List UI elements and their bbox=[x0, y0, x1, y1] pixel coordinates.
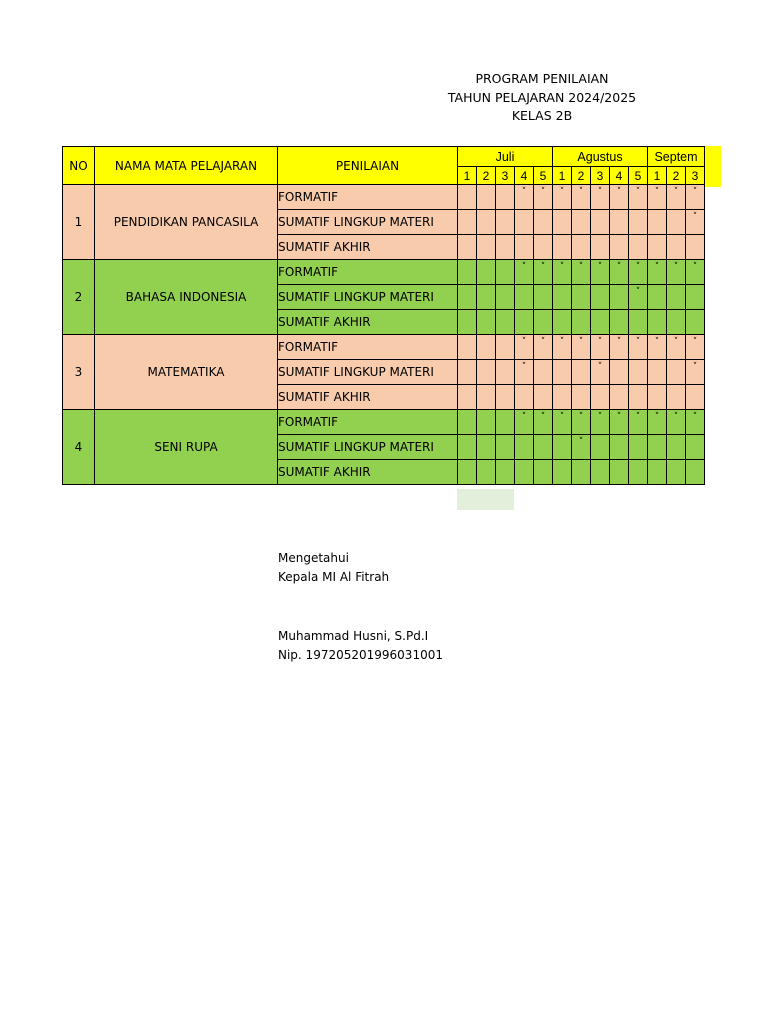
week-cell bbox=[572, 385, 591, 410]
week-cell bbox=[686, 310, 705, 335]
week-cell bbox=[534, 360, 553, 385]
week-cell bbox=[458, 335, 477, 360]
week-cell bbox=[534, 460, 553, 485]
week-cell bbox=[629, 235, 648, 260]
table-row bbox=[63, 260, 705, 285]
subject-name: BAHASA INDONESIA bbox=[95, 260, 278, 335]
week-cell bbox=[477, 310, 496, 335]
header-week: 3 bbox=[686, 167, 705, 185]
week-cell bbox=[610, 235, 629, 260]
week-cell: ˅ bbox=[686, 185, 705, 210]
week-cell bbox=[515, 435, 534, 460]
week-cell: ˅ bbox=[572, 260, 591, 285]
week-cell: ˅ bbox=[515, 410, 534, 435]
week-cell bbox=[648, 235, 667, 260]
week-cell: ˅ bbox=[572, 185, 591, 210]
header-week: 2 bbox=[667, 167, 686, 185]
week-cell bbox=[591, 310, 610, 335]
selected-cells-highlight bbox=[457, 489, 514, 510]
week-cell bbox=[496, 185, 515, 210]
week-cell bbox=[648, 385, 667, 410]
week-cell: ˅ bbox=[534, 260, 553, 285]
header-week: 1 bbox=[553, 167, 572, 185]
week-cell bbox=[610, 285, 629, 310]
header-subject: NAMA MATA PELAJARAN bbox=[95, 147, 278, 185]
title-line-1: PROGRAM PENILAIAN bbox=[475, 71, 609, 86]
week-cell bbox=[667, 310, 686, 335]
week-cell bbox=[477, 210, 496, 235]
assessment-type: SUMATIF AKHIR bbox=[278, 310, 458, 335]
week-cell: ˅ bbox=[648, 260, 667, 285]
assessment-type: SUMATIF AKHIR bbox=[278, 235, 458, 260]
header-week: 3 bbox=[496, 167, 515, 185]
week-cell bbox=[648, 435, 667, 460]
header-week: 2 bbox=[572, 167, 591, 185]
assessment-type: FORMATIF bbox=[278, 410, 458, 435]
week-cell bbox=[553, 435, 572, 460]
week-cell bbox=[458, 285, 477, 310]
signature-block bbox=[278, 549, 443, 665]
week-cell bbox=[553, 210, 572, 235]
week-cell: ˅ bbox=[667, 185, 686, 210]
week-cell bbox=[591, 285, 610, 310]
week-cell bbox=[572, 310, 591, 335]
week-cell bbox=[496, 385, 515, 410]
week-cell bbox=[458, 235, 477, 260]
week-cell bbox=[686, 385, 705, 410]
week-cell: ˅ bbox=[553, 335, 572, 360]
week-cell bbox=[477, 260, 496, 285]
week-cell: ˅ bbox=[686, 410, 705, 435]
week-cell: ˅ bbox=[553, 260, 572, 285]
week-cell: ˅ bbox=[667, 260, 686, 285]
week-cell bbox=[686, 435, 705, 460]
week-cell bbox=[591, 210, 610, 235]
header-week: 3 bbox=[591, 167, 610, 185]
header-week: 2 bbox=[477, 167, 496, 185]
week-cell: ˅ bbox=[591, 360, 610, 385]
header-week: 5 bbox=[629, 167, 648, 185]
week-cell bbox=[591, 435, 610, 460]
acknowledge-text: Mengetahui bbox=[278, 551, 349, 565]
week-cell bbox=[515, 285, 534, 310]
week-cell: ˅ bbox=[629, 185, 648, 210]
week-cell bbox=[477, 460, 496, 485]
assessment-type: FORMATIF bbox=[278, 335, 458, 360]
week-cell bbox=[458, 210, 477, 235]
week-cell bbox=[534, 285, 553, 310]
week-cell bbox=[534, 435, 553, 460]
week-cell bbox=[477, 285, 496, 310]
week-cell bbox=[572, 360, 591, 385]
week-cell: ˅ bbox=[534, 335, 553, 360]
week-cell bbox=[610, 385, 629, 410]
week-cell bbox=[496, 360, 515, 385]
row-number: 4 bbox=[63, 410, 95, 485]
week-cell bbox=[572, 210, 591, 235]
week-cell bbox=[667, 385, 686, 410]
week-cell: ˅ bbox=[629, 260, 648, 285]
header-no: NO bbox=[63, 147, 95, 185]
week-cell bbox=[610, 360, 629, 385]
week-cell: ˅ bbox=[648, 335, 667, 360]
assessment-type: SUMATIF AKHIR bbox=[278, 385, 458, 410]
assessment-type: FORMATIF bbox=[278, 185, 458, 210]
week-cell bbox=[610, 310, 629, 335]
week-cell bbox=[458, 310, 477, 335]
row-number: 3 bbox=[63, 335, 95, 410]
week-cell: ˅ bbox=[629, 410, 648, 435]
week-cell: ˅ bbox=[515, 185, 534, 210]
week-cell bbox=[458, 385, 477, 410]
week-cell bbox=[458, 460, 477, 485]
assessment-type: SUMATIF LINGKUP MATERI bbox=[278, 360, 458, 385]
week-cell bbox=[591, 460, 610, 485]
week-cell bbox=[667, 285, 686, 310]
week-cell: ˅ bbox=[515, 360, 534, 385]
week-cell bbox=[610, 435, 629, 460]
week-cell bbox=[572, 235, 591, 260]
subject-name: PENDIDIKAN PANCASILA bbox=[95, 185, 278, 260]
week-cell bbox=[553, 285, 572, 310]
week-cell: ˅ bbox=[648, 185, 667, 210]
week-cell: ˅ bbox=[629, 335, 648, 360]
week-cell bbox=[686, 285, 705, 310]
signer-name: Muhammad Husni, S.Pd.I bbox=[278, 629, 429, 643]
week-cell: ˅ bbox=[515, 335, 534, 360]
week-cell bbox=[629, 310, 648, 335]
week-cell bbox=[553, 385, 572, 410]
week-cell: ˅ bbox=[534, 185, 553, 210]
week-cell: ˅ bbox=[686, 335, 705, 360]
week-cell: ˅ bbox=[686, 260, 705, 285]
week-cell bbox=[686, 460, 705, 485]
week-cell bbox=[648, 460, 667, 485]
week-cell: ˅ bbox=[610, 335, 629, 360]
week-cell bbox=[648, 310, 667, 335]
assessment-type: SUMATIF LINGKUP MATERI bbox=[278, 210, 458, 235]
week-cell: ˅ bbox=[686, 210, 705, 235]
week-cell: ˅ bbox=[515, 260, 534, 285]
signer-nip: Nip. 197205201996031001 bbox=[278, 648, 443, 662]
week-cell bbox=[629, 385, 648, 410]
week-cell bbox=[686, 235, 705, 260]
week-cell: ˅ bbox=[591, 185, 610, 210]
week-cell bbox=[496, 435, 515, 460]
week-cell bbox=[629, 360, 648, 385]
week-cell bbox=[458, 185, 477, 210]
week-cell bbox=[553, 235, 572, 260]
week-cell: ˅ bbox=[610, 410, 629, 435]
week-cell bbox=[515, 235, 534, 260]
week-cell bbox=[534, 210, 553, 235]
week-cell bbox=[667, 435, 686, 460]
week-cell bbox=[648, 210, 667, 235]
subject-name: SENI RUPA bbox=[95, 410, 278, 485]
week-cell: ˅ bbox=[572, 410, 591, 435]
week-cell bbox=[534, 385, 553, 410]
week-cell bbox=[496, 335, 515, 360]
header-assessment: PENILAIAN bbox=[278, 147, 458, 185]
week-cell: ˅ bbox=[572, 335, 591, 360]
week-cell bbox=[496, 410, 515, 435]
week-cell bbox=[667, 460, 686, 485]
assessment-type: SUMATIF AKHIR bbox=[278, 460, 458, 485]
week-cell bbox=[477, 335, 496, 360]
week-cell: ˅ bbox=[648, 410, 667, 435]
week-cell bbox=[629, 210, 648, 235]
title-line-2: TAHUN PELAJARAN 2024/2025 bbox=[447, 89, 637, 105]
week-cell bbox=[496, 210, 515, 235]
week-cell bbox=[553, 360, 572, 385]
title-line-3: KELAS 2B bbox=[511, 108, 573, 123]
week-cell bbox=[496, 260, 515, 285]
week-cell bbox=[496, 460, 515, 485]
week-cell bbox=[572, 460, 591, 485]
week-cell bbox=[515, 385, 534, 410]
week-cell bbox=[572, 285, 591, 310]
header-week: 1 bbox=[648, 167, 667, 185]
week-cell bbox=[534, 235, 553, 260]
week-cell: ˅ bbox=[667, 410, 686, 435]
week-cell bbox=[515, 310, 534, 335]
week-cell bbox=[458, 435, 477, 460]
subject-name: MATEMATIKA bbox=[95, 335, 278, 410]
week-cell bbox=[477, 235, 496, 260]
document-title bbox=[400, 70, 684, 126]
assessment-table bbox=[62, 146, 705, 485]
week-cell bbox=[591, 385, 610, 410]
week-cell bbox=[515, 460, 534, 485]
header-week: 4 bbox=[610, 167, 629, 185]
header-week: 1 bbox=[458, 167, 477, 185]
week-cell bbox=[553, 460, 572, 485]
table-row bbox=[63, 335, 705, 360]
week-cell: ˅ bbox=[534, 410, 553, 435]
week-cell bbox=[629, 435, 648, 460]
assessment-type: SUMATIF LINGKUP MATERI bbox=[278, 435, 458, 460]
header-month: Septem bbox=[648, 147, 705, 167]
week-cell: ˅ bbox=[591, 260, 610, 285]
week-cell: ˅ bbox=[572, 435, 591, 460]
week-cell bbox=[629, 460, 648, 485]
week-cell bbox=[667, 235, 686, 260]
week-cell bbox=[648, 285, 667, 310]
week-cell bbox=[477, 185, 496, 210]
header-month: Juli bbox=[458, 147, 553, 167]
table-row bbox=[63, 410, 705, 435]
table-row bbox=[63, 185, 705, 210]
week-cell bbox=[667, 360, 686, 385]
week-cell bbox=[458, 260, 477, 285]
week-cell bbox=[477, 435, 496, 460]
row-number: 2 bbox=[63, 260, 95, 335]
week-cell bbox=[477, 385, 496, 410]
week-cell bbox=[458, 360, 477, 385]
week-cell bbox=[496, 285, 515, 310]
week-cell bbox=[648, 360, 667, 385]
week-cell: ˅ bbox=[667, 335, 686, 360]
week-cell bbox=[534, 310, 553, 335]
week-cell bbox=[496, 235, 515, 260]
week-cell bbox=[477, 410, 496, 435]
assessment-type: FORMATIF bbox=[278, 260, 458, 285]
week-cell bbox=[458, 410, 477, 435]
position-text: Kepala MI Al Fitrah bbox=[278, 570, 390, 584]
assessment-type: SUMATIF LINGKUP MATERI bbox=[278, 285, 458, 310]
week-cell bbox=[610, 210, 629, 235]
week-cell: ˅ bbox=[553, 185, 572, 210]
header-week: 4 bbox=[515, 167, 534, 185]
week-cell: ˅ bbox=[629, 285, 648, 310]
row-number: 1 bbox=[63, 185, 95, 260]
week-cell: ˅ bbox=[610, 260, 629, 285]
week-cell: ˅ bbox=[591, 410, 610, 435]
week-cell bbox=[515, 210, 534, 235]
week-cell: ˅ bbox=[553, 410, 572, 435]
week-cell bbox=[591, 235, 610, 260]
week-cell bbox=[496, 310, 515, 335]
week-cell bbox=[477, 360, 496, 385]
week-cell: ˅ bbox=[591, 335, 610, 360]
week-cell: ˅ bbox=[686, 360, 705, 385]
header-week: 5 bbox=[534, 167, 553, 185]
week-cell bbox=[610, 460, 629, 485]
header-month: Agustus bbox=[553, 147, 648, 167]
week-cell bbox=[667, 210, 686, 235]
week-cell: ˅ bbox=[610, 185, 629, 210]
week-cell bbox=[553, 310, 572, 335]
